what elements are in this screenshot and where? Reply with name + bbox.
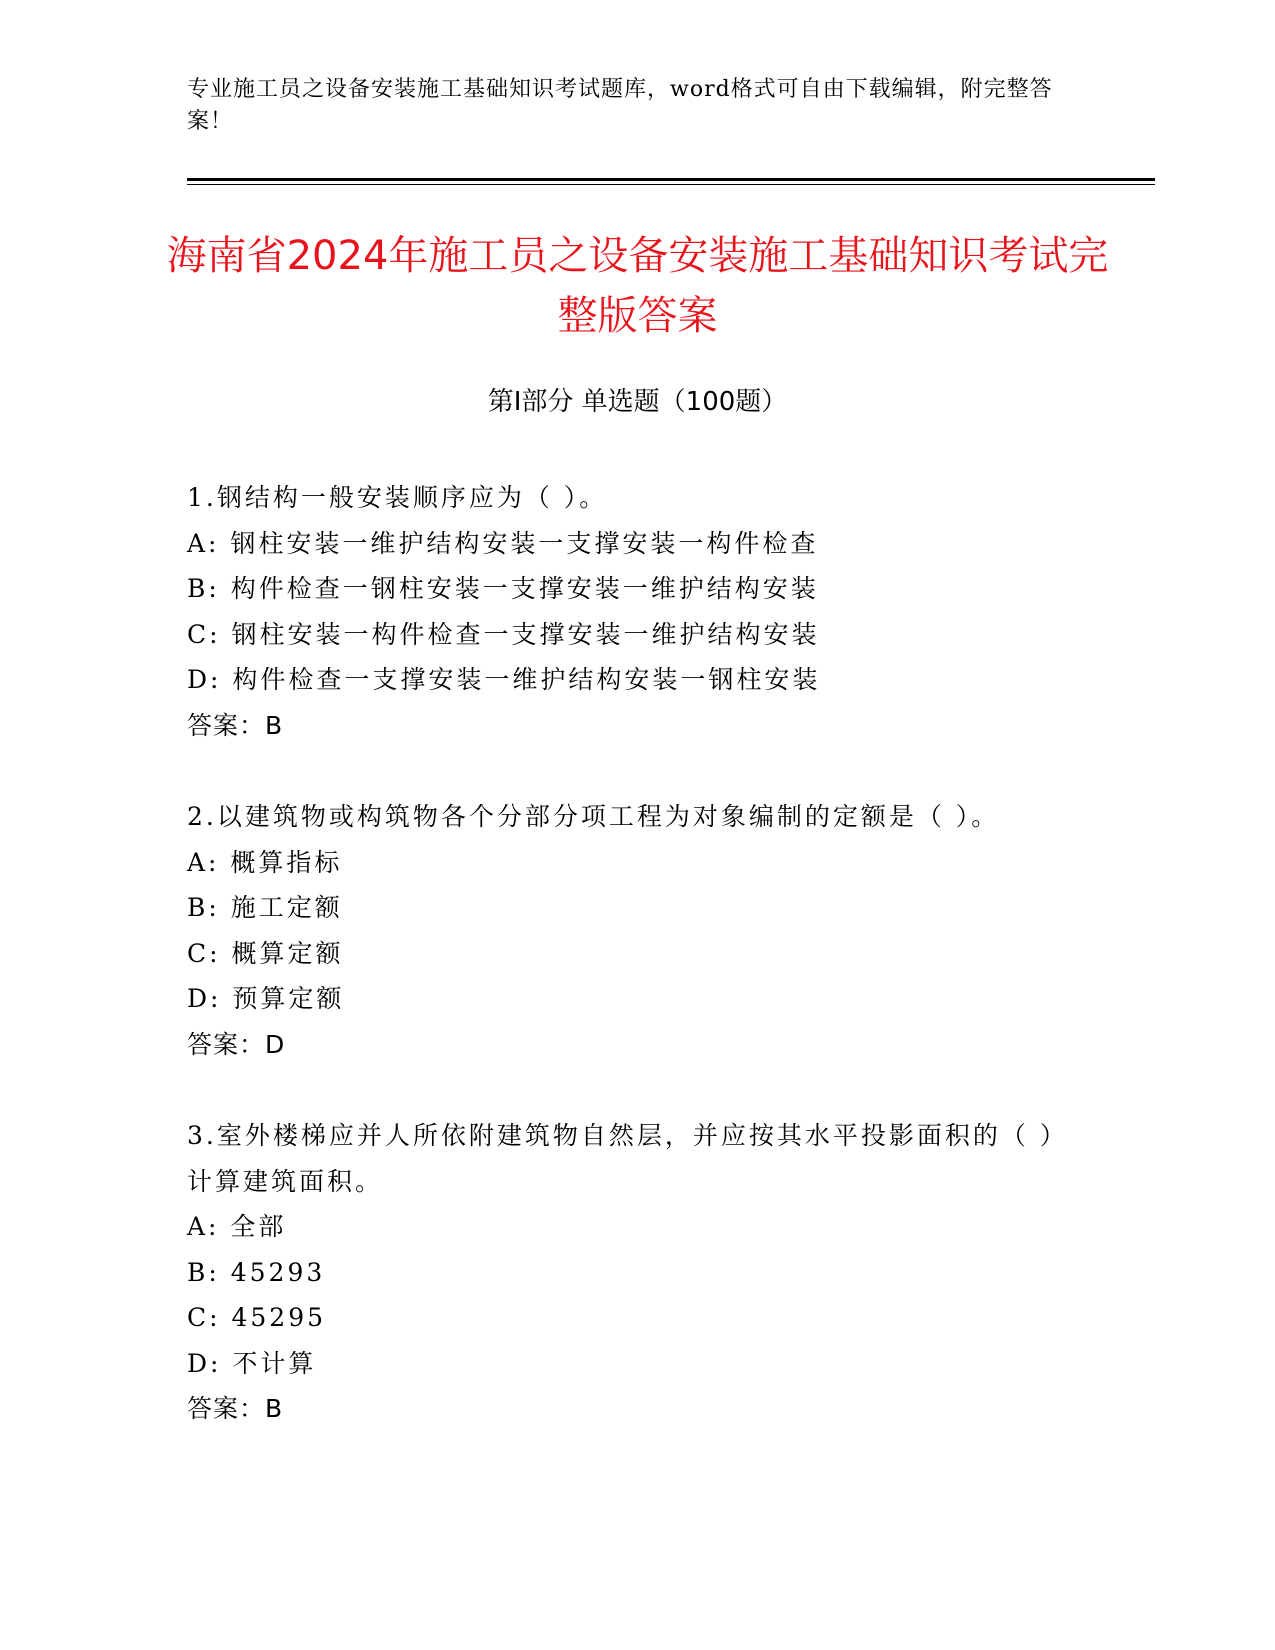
header-note: 专业施工员之设备安装施工基础知识考试题库，word格式可自由下载编辑，附完整答案！ <box>187 77 1053 134</box>
option-a: A: 概算指标 <box>187 847 343 877</box>
question-stem: 2.以建筑物或构筑物各个分部分项工程为对象编制的定额是（ ）。 <box>187 802 1000 831</box>
option-d: D: 不计算 <box>187 1348 317 1378</box>
header-rule-thin <box>187 184 1155 185</box>
option-a: A: 全部 <box>187 1212 287 1241</box>
question-1 <box>187 475 1067 748</box>
option-c: C: 概算定额 <box>187 938 344 968</box>
option-d: D: 预算定额 <box>187 984 345 1013</box>
option-a: A: 钢柱安装一维护结构安装一支撑安装一构件检查 <box>187 528 819 558</box>
option-c: C: 45295 <box>187 1303 327 1332</box>
option-b: B: 构件检查一钢柱安装一支撑安装一维护结构安装 <box>187 574 819 603</box>
question-stem: 1.钢结构一般安装顺序应为（ ）。 <box>187 483 608 512</box>
header-rule-thick <box>187 178 1155 181</box>
question-stem: 3.室外楼梯应并人所依附建筑物自然层，并应按其水平投影面积的（ ）计算建筑面积。 <box>187 1121 1056 1196</box>
option-b: B: 45293 <box>187 1257 326 1287</box>
document-title: 海南省2024年施工员之设备安装施工基础知识考试完整版答案 <box>166 233 1109 339</box>
answer: 答案：D <box>187 1029 286 1059</box>
question-2 <box>187 794 1067 1067</box>
answer: 答案：B <box>187 1394 284 1423</box>
section-heading: 第Ⅰ部分 单选题（100题） <box>487 387 788 417</box>
question-3 <box>187 1113 1067 1432</box>
option-b: B: 施工定额 <box>187 893 343 922</box>
answer: 答案：B <box>187 710 284 740</box>
question-list <box>187 475 1067 1478</box>
option-d: D: 构件检查一支撑安装一维护结构安装一钢柱安装 <box>187 665 821 694</box>
option-c: C: 钢柱安装一构件检查一支撑安装一维护结构安装 <box>187 619 820 649</box>
